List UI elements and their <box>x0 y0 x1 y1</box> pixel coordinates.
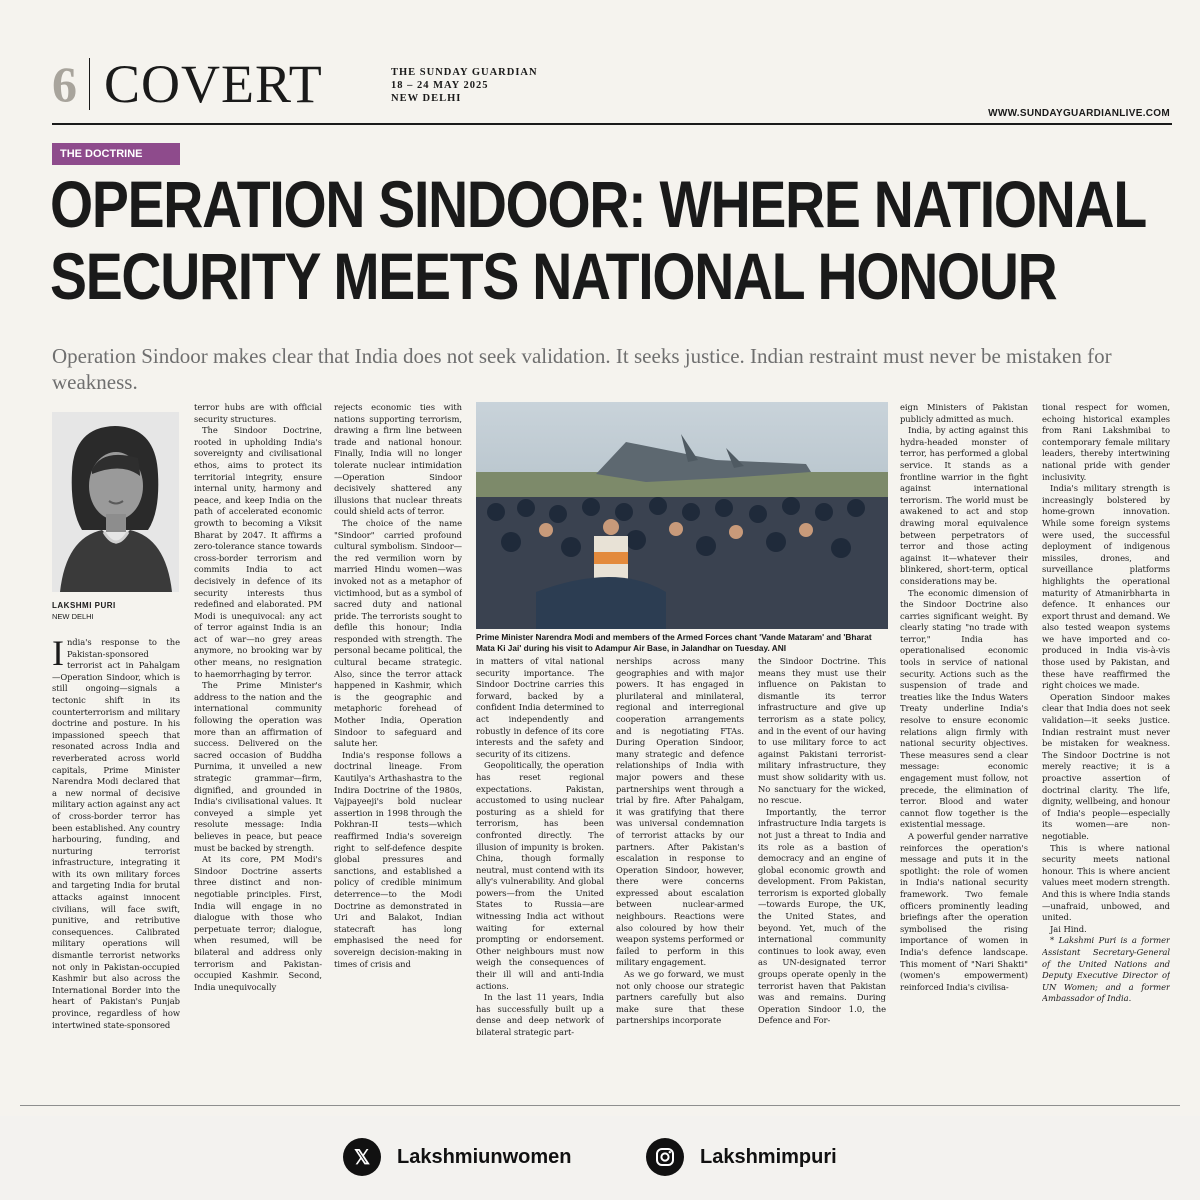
air-base-crowd-image <box>476 402 888 629</box>
column-1-text: ndia's response to the Pakistan-sponsored terrorist act in Pahalgam—Operation Sindoor, which is still ongoing—signals a tectonic shift in its counterterrorism and military doctrine and posture. In his impassioned speech that resonated across India and reverberated across world capitals, Prime Minister Narendra Modi declared that a new normal of decisive military action against any act of cross-border terror has been established. Any country harbouring, funding, and nurturing terrorist infrastructure, integrating it with its own military forces and targeting India for brutal attacks against innocent civilians, will face swift, punitive, and retributive consequences. Calibrated military operations will dismantle terrorist networks not only in Pakistan-occupied Kashmir but also across the International Border into the heart of Pakistan's Punjab province, regardless of how intertwined state-sponsored <box>52 637 180 1030</box>
top-divider <box>52 123 1172 125</box>
social-footer <box>0 1116 1200 1200</box>
page-number: 6 <box>52 56 77 112</box>
paragraph: eign Ministers of Pakistan publicly admitted as much. <box>900 402 1028 424</box>
publication-info <box>391 66 538 105</box>
publication-name: THE SUNDAY GUARDIAN <box>391 67 538 78</box>
paragraph: This is where national security meets national honour. This is where ancient values meet modern strength. And this is where India stands—unafraid, unbowed, and united. <box>1042 842 1170 923</box>
article-column-6 <box>758 656 886 1102</box>
article-column-1 <box>52 637 180 1102</box>
author-photo <box>52 412 179 592</box>
headline <box>50 167 1146 313</box>
x-handle[interactable]: Lakshmiunwomen <box>397 1145 572 1168</box>
standfirst: Operation Sindoor makes clear that India does not seek validation. It seeks justice. Indian restraint must never be mistaken for weakness. <box>52 344 1112 394</box>
paragraph: The Prime Minister's address to the nation and the international community following the operation was more than an affirmation of success. Delivered on the sacred occasion of Buddha Purnima, it unveiled a new strategic grammar—firm, dignified, and grounded in India's civilisational values. It conveyed a simple yet resolute message: India believes in peace, but peace must be backed by strength. <box>194 680 322 853</box>
headline-line-1: OPERATION SINDOOR: WHERE NATIONAL <box>50 167 1146 241</box>
paragraph: The choice of the name "Sindoor" carried profound cultural symbolism. Sindoor—the red vermilion worn by married Hindu women—was invoked not as a metaphor of victimhood, but as a symbol of sacred duty and national pride. The terrorists sought to defile this honour; India responded with strength. The personal became political, the cultural became strategic. Also, since the terror attack happened in Kashmir, which is the geographic and metaphoric forehead of Mother India, Operation Sindoor to safeguard and salute her. <box>334 517 462 749</box>
author-name: LAKSHMI PURI <box>52 601 116 610</box>
instagram-icon <box>646 1138 684 1176</box>
article-column-7 <box>900 402 1028 1102</box>
paragraph: In the last 11 years, India has successfully built up a dense and deep network of bilateral strategic part- <box>476 992 604 1037</box>
paragraph: India's military strength is increasingly bolstered by home-grown innovation. While some foreign systems were used, the successful deployment of indigenous missiles, drones, and surveillance platforms highlights the operational maturity of Atmanirbharta in defence. It enhances our export thrust and demand. We also tested weapon systems we have imported and co-produced in India vis-à-vis those used by Pakistan, and these have reaffirmed the right choices we made. <box>1042 483 1170 691</box>
paragraph: Operation Sindoor makes clear that India does not seek validation—it seeks justice. Indian restraint must never be mistaken for weakness. The Sindoor Doctrine is not merely reactive; it is a proactive assertion of doctrinal clarity. The life, dignity, wellbeing, and honour of India's people—especially its women—are non-negotiable. <box>1042 691 1170 841</box>
drop-cap: I <box>52 637 64 673</box>
paragraph: in matters of vital national security importance. The Sindoor Doctrine carries this forward, backed by a confident India determined to act independently and robustly in defence of its core interests and the safety and security of its citizens. <box>476 656 604 759</box>
author-location: NEW DELHI <box>52 612 94 621</box>
paragraph: The economic dimension of the Sindoor Doctrine also carries significant weight. By clearly stating "no trade with terror," India has operationalised economic tools in service of national security. Actions such as the suspension of trade and treaties like the Indus Waters Treaty underline India's resolve to ensure economic relations align firmly with national security objectives. These measures send a clear message: economic engagement must follow, not precede, the elimination of terror. Blood and water cannot flow together is the existential message. <box>900 587 1028 830</box>
publication-city: NEW DELHI <box>391 93 462 104</box>
paragraph: Importantly, the terror infrastructure India targets is not just a threat to India and its role as a bastion of democracy and an engine of global economic growth and development. From Pakistan, terrorism is exported globally—towards Europe, the UK, the United States, and beyond. Yet, much of the international community continues to look away, even as UN-designated terror groups operate openly in the terrorist haven that Pakistan was and remains. During Operation Sindoor 1.0, the Defence and For- <box>758 806 886 1026</box>
masthead <box>52 56 323 112</box>
column-1-paragraph <box>52 637 180 1031</box>
author-note: * Lakshmi Puri is a former Assistant Secretary-General of the United Nations and Deputy Executive Director of UN Women; and a former Ambassador of India. <box>1042 935 1170 1004</box>
author-portrait-image <box>52 412 179 592</box>
paragraph: At its core, PM Modi's Sindoor Doctrine asserts three distinct and non-negotiable principles. First, India will engage in no dialogue with those who perpetuate terror; dialogue, when resumed, will be bilateral and address only terrorism and Pakistan-occupied Kashmir. Second, India unequivocally <box>194 854 322 992</box>
section-kicker: THE DOCTRINE <box>52 143 180 165</box>
website-url[interactable]: WWW.SUNDAYGUARDIANLIVE.COM <box>988 108 1170 119</box>
publication-date: 18 – 24 MAY 2025 <box>391 80 489 91</box>
article-column-4 <box>476 656 604 1102</box>
paragraph: India's response follows a doctrinal lineage. From Kautilya's Arthashastra to the Indira Doctrine of the 1980s, Vajpayeeji's bold nuclear assertion in 1998 through the Pokhran-II tests—which reaffirmed India's sovereign right to self-defence despite global pressures and sanctions, and established a policy of credible minimum deterrence—to the Modi Doctrine as demonstrated in Uri and Balakot, Indian statecraft has long emphasised the need for sovereign decision-making in times of crisis and <box>334 749 462 969</box>
article-column-3 <box>334 402 462 1102</box>
paragraph: rejects economic ties with nations supporting terrorism, drawing a firm line between trade and national honour. Finally, India will no longer tolerate nuclear intimidation—Operation Sindoor decisively shattered any illusions that nuclear threats could shield acts of terror. <box>334 402 462 517</box>
instagram-account[interactable] <box>646 1138 837 1176</box>
masthead-divider <box>89 58 90 110</box>
article-column-2 <box>194 402 322 1102</box>
paragraph: nerships across many geographies and with major powers. It has engaged in plurilateral and minilateral, regional and interregional cooperation arrangements and is negotiating FTAs. During Operation Sindoor, many strategic and defence relationships of India with major powers and these partnerships went through a trial by fire. After Pahalgam, it was gratifying that there was universal condemnation of terrorist attacks by our partners. After Pakistan's escalation in response to Operation Sindoor, however, there were concerns expressed about escalation between nuclear-armed neighbours. Reactions were also coloured by how their weapon systems performed or failed to perform in this military engagement. <box>616 656 744 968</box>
section-title: COVERT <box>104 54 323 114</box>
photo-caption: Prime Minister Narendra Modi and members of the Armed Forces chant 'Vande Mataram' and 'Bharat Mata Ki Jai' during his visit to Adampur Air Base, in Jalandhar on Tuesday. ANI <box>476 632 872 653</box>
paragraph: terror hubs are with official security structures. <box>194 402 322 424</box>
headline-line-2: SECURITY MEETS NATIONAL HONOUR <box>50 239 1057 313</box>
x-logo-icon: 𝕏 <box>343 1138 381 1176</box>
instagram-handle[interactable]: Lakshmimpuri <box>700 1145 837 1168</box>
article-photo <box>476 402 888 629</box>
paragraph: The Sindoor Doctrine, rooted in upholding India's sovereignty and civilisational ethos, aims to protect its territorial integrity, ensure internal unity, harmony and peace, and keep India on the path of accelerated economic growth to becoming a Viksit Bharat by 2047. It affirms a zero-tolerance stance towards cross-border terrorism and commits India to act decisively in defence of its security interests thus redefined and elaborated. PM Modi is unequivocal: any act of terror against India is an act of war—no grey areas anymore, no brooking war by other means, no resignation to haemorrhaging by terror. <box>194 425 322 679</box>
x-account[interactable] <box>343 1138 571 1176</box>
paragraph: As we go forward, we must not only choose our strategic partners carefully but also make sure that these partnerships incorporate <box>616 969 744 1026</box>
paragraph: Geopolitically, the operation has reset regional expectations. Pakistan, accustomed to using nuclear posturing as a shield for terrorism, has been confronted directly. The illusion of impunity is broken. China, though formally neutral, must contend with its ally's vulnerability. And global powers—from the United States to Russia—are witnessing India act without waiting for external prompting or endorsement. Other neighbours must now weigh the consequences of their ill will and anti-India actions. <box>476 760 604 991</box>
footer-divider <box>20 1105 1180 1106</box>
paragraph: A powerful gender narrative reinforces the operation's message and puts it in the spotlight: the role of women in India's national security framework. Two female officers prominently leading briefings after the operation symbolised the rising importance of women in India's defence landscape. This moment of "Nari Shakti" (women's empowerment) reinforced India's civilisa- <box>900 830 1028 992</box>
paragraph: the Sindoor Doctrine. This means they must use their influence on Pakistan to dismantle its terror infrastructure and give up terrorism as a state policy, and in the event of our having to use military force to act against Pakistani terrorist-military infrastructure, they must show solidarity with us. No sanctuary for the wicked, no rescue. <box>758 656 886 806</box>
article-column-8 <box>1042 402 1170 1102</box>
paragraph: Jai Hind. <box>1050 923 1087 934</box>
paragraph: tional respect for women, echoing historical examples from Rani Lakshmibai to contemporary female military leaders, thereby intertwining national pride with gender inclusivity. <box>1042 402 1170 482</box>
article-column-5 <box>616 656 744 1102</box>
paragraph: India, by acting against this hydra-headed monster of terror, has performed a global service. It stands as a frontline warrior in the fight against international terrorism. The world must be awakened to act and stop drawing moral equivalence between perpetrators of terror and those acting against it—whatever their blinkered, short-term, optical considerations may be. <box>900 425 1028 586</box>
